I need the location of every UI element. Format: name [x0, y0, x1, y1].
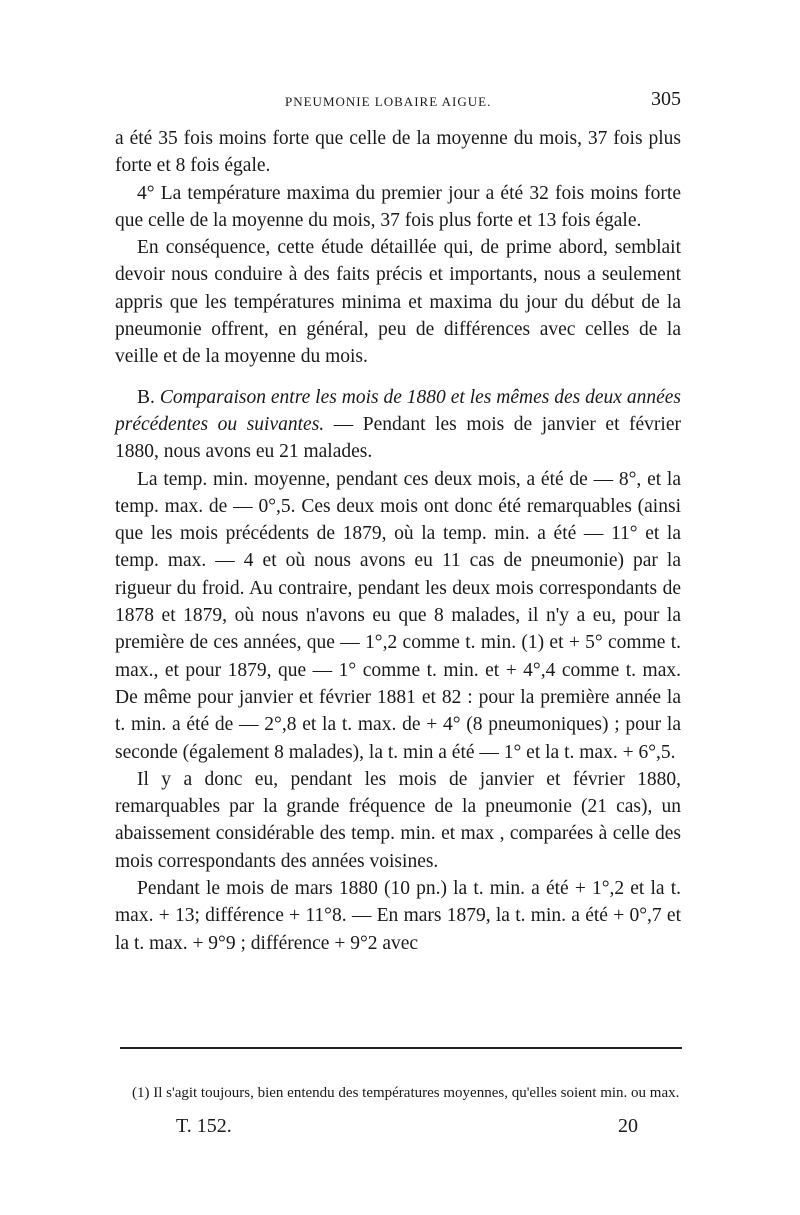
- paragraph-summary: Il y a donc eu, pendant les mois de janvier et février 1880, remarquables par la grande fréquence de la pneumonie (21 cas), un abaissement considérable des temp. min. et max , comparées à celle des mois correspondants des années voisines.: [115, 768, 681, 872]
- section-b-title: Comparaison entre les mois de 1880 et les mêmes des deux années précédentes ou suivantes.: [115, 386, 682, 435]
- printer-signature: [118, 1115, 638, 1143]
- section-b-paragraph: [115, 384, 681, 466]
- page-body: [115, 125, 681, 957]
- footnote: (1) Il s'agit toujours, bien entendu des températures moyennes, qu'elles soient min. ou max.: [132, 1085, 680, 1101]
- signature-volume: T. 152.: [176, 1115, 232, 1137]
- page-header: [115, 88, 681, 118]
- paragraph-continuation: a été 35 fois moins forte que celle de la moyenne du mois, 37 fois plus forte et 8 fois égale.: [115, 128, 681, 177]
- paragraph-march: Pendant le mois de mars 1880 (10 pn.) la t. min. a été + 1°,2 et la t. max. + 13; différence + 11°8. — En mars 1879, la t. min. a été + 0°,7 et la t. max. + 9°9 ; différence + 9°2 avec: [115, 878, 681, 954]
- page-number: 305: [651, 88, 681, 110]
- footnote-divider: [120, 1047, 682, 1049]
- running-title: PNEUMONIE LOBAIRE AIGUE.: [285, 94, 492, 109]
- paragraph-january-february: La temp. min. moyenne, pendant ces deux mois, a été de — 8°, et la temp. max. de — 0°,5. Ces deux mois ont donc été remarquables (ainsi que les mois précédents de 1879, où la temp. min. a été — 11° et la temp. max. — 4 et où nous avons eu 11 cas de pneumonie) par la rigueur du froid. Au contraire, pendant les deux mois correspondants de 1878 et 1879, où nous n'avons eu que 8 malades, il n'y a eu, pour la première de ces années, que — 1°,2 comme t. min. (1) et + 5° comme t. max., et pour 1879, que — 1° comme t. min. et + 4°,4 comme t. max. De même pour janvier et février 1881 et 82 : pour la première année la t. min. a été de — 2°,8 et la t. max. de + 4° (8 pneumoniques) ; pour la seconde (également 8 malades), la t. min a été — 1° et la t. max. + 6°,5.: [115, 468, 681, 763]
- signature-sheet-number: 20: [618, 1115, 638, 1137]
- section-b-text: — Pendant les mois de janvier et février 1880, nous avons eu 21 malades.: [115, 413, 681, 463]
- paragraph-conclusion: En conséquence, cette étude détaillée qui, de prime abord, semblait devoir nous conduire à des faits précis et importants, nous a seulement appris que les températures minima et maxima du jour du début de la pneumonie offrent, en général, peu de différences avec celles de la veille et de la moyenne du mois.: [115, 237, 681, 368]
- paragraph-point-4: 4° La température maxima du premier jour a été 32 fois moins forte que celle de la moyenne du mois, 37 fois plus forte et 13 fois égale.: [115, 182, 681, 231]
- section-b-label: B.: [137, 386, 155, 408]
